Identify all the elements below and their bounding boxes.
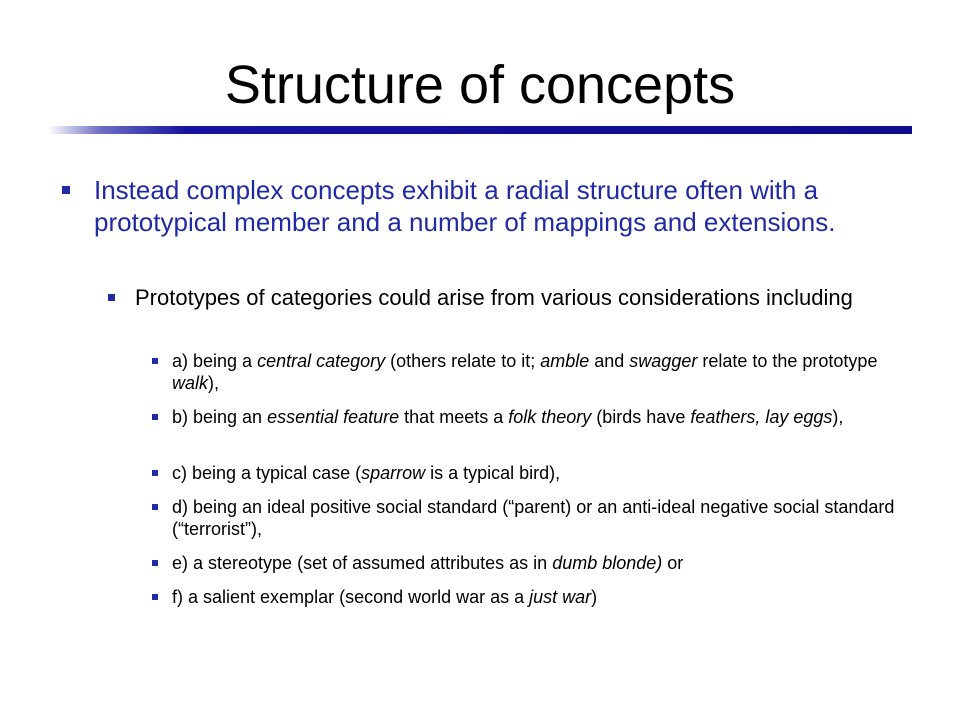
slide-title: Structure of concepts	[224, 55, 736, 115]
bullet-level2	[108, 284, 908, 311]
text-run: or	[662, 553, 684, 573]
sub-item-f	[152, 586, 912, 608]
text-run: c) being a typical case (	[172, 463, 362, 483]
square-bullet-icon	[108, 294, 115, 301]
text-run: b) being an	[172, 407, 268, 427]
sub-item-b	[152, 406, 912, 428]
emphasis: dumb blonde)	[552, 553, 663, 573]
sub-item-a	[152, 350, 912, 394]
emphasis: sparrow	[361, 463, 426, 483]
square-bullet-icon	[62, 186, 70, 194]
text-run: ),	[832, 407, 844, 427]
sub-item-b-text	[172, 406, 912, 428]
text-run: f) a salient exemplar (second world war as a	[172, 587, 530, 607]
sub-item-c	[152, 462, 912, 484]
sub-item-c-text	[172, 462, 912, 484]
square-bullet-icon	[152, 470, 158, 476]
sub-item-a-text	[172, 350, 912, 394]
square-bullet-icon	[152, 594, 158, 600]
sub-item-d	[152, 496, 912, 540]
title-divider	[48, 126, 912, 134]
text-run: a) being a	[172, 351, 258, 371]
emphasis: amble	[540, 351, 590, 371]
square-bullet-icon	[152, 504, 158, 510]
bullet-level1-text: Instead complex concepts exhibit a radial structure often with a prototypical member and a number of mappings and extensions.	[94, 175, 836, 237]
emphasis: just war	[529, 587, 592, 607]
sub-item-e	[152, 552, 912, 574]
text-run: relate to the prototype	[697, 351, 878, 371]
text-run: that meets a	[399, 407, 509, 427]
text-run: (birds have	[591, 407, 691, 427]
emphasis: walk	[172, 373, 209, 393]
text-run: and	[589, 351, 630, 371]
text-run: is a typical bird),	[425, 463, 561, 483]
bullet-level1	[62, 174, 912, 238]
square-bullet-icon	[152, 560, 158, 566]
square-bullet-icon	[152, 358, 158, 364]
bullet-level2-text: Prototypes of categories could arise from various considerations including	[135, 285, 853, 310]
text-run: e) a stereotype (set of assumed attributes as in	[172, 553, 553, 573]
emphasis: folk theory	[508, 407, 592, 427]
emphasis: feathers, lay eggs	[690, 407, 833, 427]
emphasis: swagger	[629, 351, 698, 371]
emphasis: essential feature	[267, 407, 400, 427]
text-run: (others relate to it;	[385, 351, 541, 371]
text-run: )	[591, 587, 598, 607]
text-run: ),	[208, 373, 220, 393]
sub-item-d-text: d) being an ideal positive social standard (“parent) or an anti-ideal negative social standard (“terrorist”),	[172, 497, 895, 539]
sub-item-e-text	[172, 552, 912, 574]
square-bullet-icon	[152, 414, 158, 420]
sub-item-f-text	[172, 586, 912, 608]
emphasis: central category	[257, 351, 386, 371]
